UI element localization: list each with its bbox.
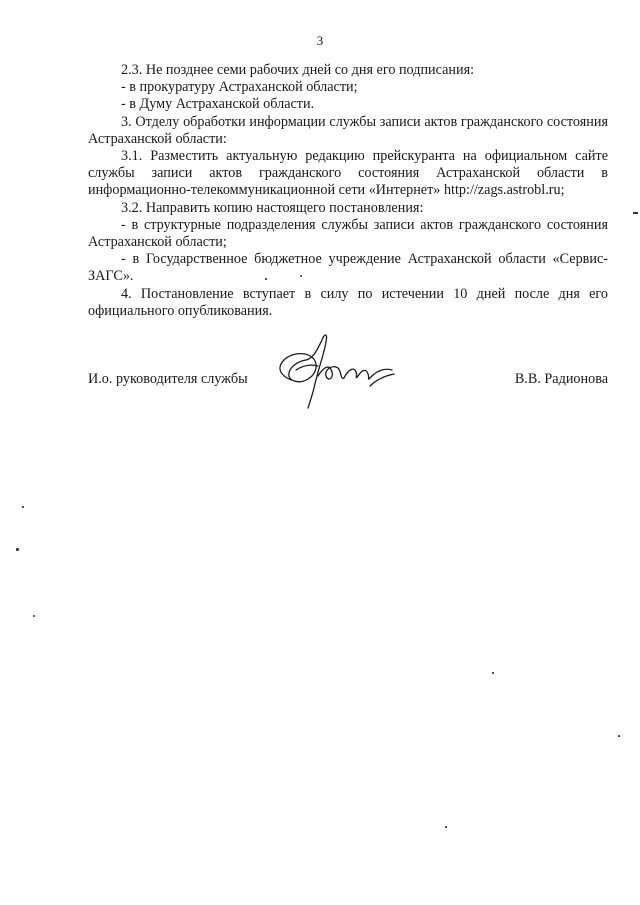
scan-speck	[445, 826, 447, 828]
clause-3-1: 3.1. Разместить актуальную редакцию прейскуранта на официальном сайте службы записи актов гражданского состояния Астраханской области в информационно-телекоммуникационной сети «Интернет» http://zags.astrobl.ru;	[88, 148, 608, 199]
page-number: 3	[316, 33, 324, 48]
scan-speck	[300, 275, 302, 277]
scan-speck	[618, 735, 620, 737]
clause-2-3: 2.3. Не позднее семи рабочих дней со дня его подписания:	[121, 62, 475, 78]
clause-3: 3. Отделу обработки информации службы записи актов гражданского состояния Астраханской области:	[88, 113, 608, 147]
recipient-budget-institution: - в Государственное бюджетное учреждение Астраханской области «Сервис-ЗАГС».	[88, 251, 608, 285]
scan-speck	[492, 672, 494, 674]
recipient-prosecutor: - в прокуратуру Астраханской области;	[121, 79, 358, 96]
scan-speck	[16, 548, 19, 551]
clause-4: 4. Постановление вступает в силу по истечении 10 дней после дня его официального опубликования.	[88, 285, 608, 319]
recipient-duma: - в Думу Астраханской области.	[121, 96, 315, 113]
scan-speck	[33, 615, 35, 617]
recipient-divisions: - в структурные подразделения службы записи актов гражданского состояния Астраханской области;	[88, 216, 608, 251]
scan-speck	[265, 278, 267, 280]
clause-3-2: 3.2. Направить копию настоящего постановления:	[121, 199, 424, 216]
scan-speck	[633, 212, 638, 214]
signatory-name: В.В. Радионова	[514, 371, 608, 387]
document-body	[88, 62, 608, 320]
handwritten-signature	[262, 330, 402, 410]
signatory-title: И.о. руководителя службы	[88, 371, 248, 387]
scan-speck	[22, 506, 24, 508]
